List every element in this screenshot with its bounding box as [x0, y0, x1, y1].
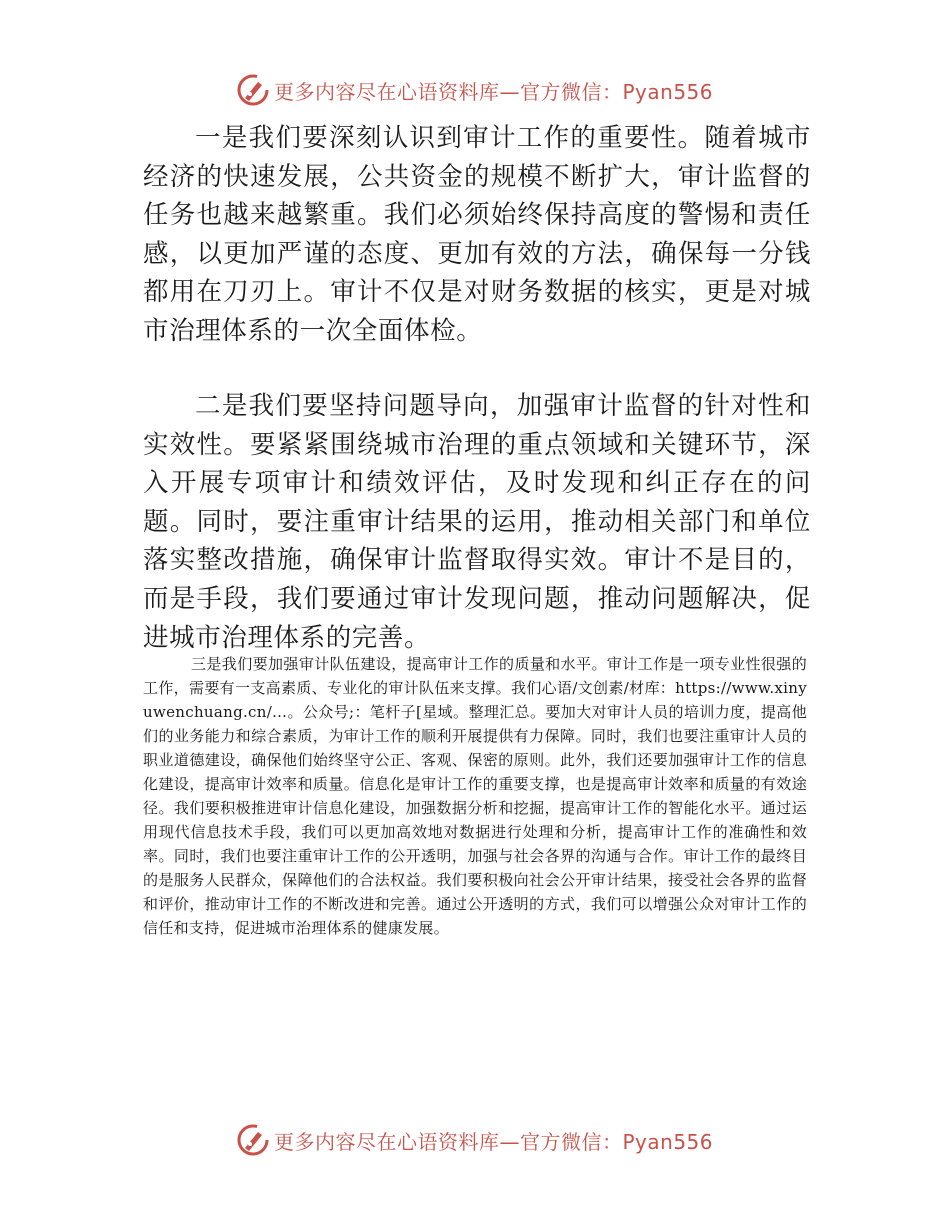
paragraph-one: 一是我们要深刻认识到审计工作的重要性。随着城市经济的快速发展，公共资金的规模不断扩大，审计监督的任务也越来越繁重。我们必须始终保持高度的警惕和责任感，以更加严谨的态度、更加有效的方法，确保每一分钱都用在刀刃上。审计不仅是对财务数据的核实，更是对城市治理体系的一次全面体检。	[143, 123, 811, 346]
paragraph-three: 三是我们要加强审计队伍建设，提高审计工作的质量和水平。审计工作是一项专业性很强的工作，需要有一支高素质、专业化的审计队伍来支撑。我们心语/文创素/材库：https://www.xinyuwenchuang.cn/…。公众号;：笔杆子[星域。整理汇总。要加大对审计人员的培训力度，提高他们的业务能力和综合素质，为审计工作的顺利开展提供有力保障。同时，我们也要注重审计人员的职业道德建设，确保他们始终坚守公正、客观、保密的原则。此外，我们还要加强审计工作的信息化建设，提高审计效率和质量。信息化是审计工作的重要支撑，也是提高审计效率和质量的有效途径。我们要积极推进审计信息化建设，加强数据分析和挖掘，提高审计工作的智能化水平。通过运用现代信息技术手段，我们可以更加高效地对数据进行处理和分析，提高审计工作的准确性和效率。同时，我们也要注重审计工作的公开透明，加强与社会各界的沟通与合作。审计工作的最终目的是服务人民群众，保障他们的合法权益。我们要积极向社会公开审计结果，接受社会各界的监督和评价，推动审计工作的不断改进和完善。通过公开透明的方式，我们可以增强公众对审计工作的信任和支持，促进城市治理体系的健康发展。	[143, 655, 807, 937]
pen-nib-circle-icon	[236, 1123, 270, 1157]
pen-nib-circle-icon	[236, 73, 270, 107]
header-watermark	[236, 72, 713, 108]
watermark-text: 更多内容尽在心语资料库—官方微信：Pyan556	[274, 79, 714, 104]
watermark-text: 更多内容尽在心语资料库—官方微信：Pyan556	[274, 1129, 714, 1154]
paragraph-two: 二是我们要坚持问题导向，加强审计监督的针对性和实效性。要紧紧围绕城市治理的重点领域和关键环节，深入开展专项审计和绩效评估，及时发现和纠正存在的问题。同时，要注重审计结果的运用，推动相关部门和单位落实整改措施，确保审计监督取得实效。审计不是目的，而是手段，我们要通过审计发现问题，推动问题解决，促进城市治理体系的完善。	[143, 391, 811, 653]
footer-watermark	[236, 1122, 713, 1158]
